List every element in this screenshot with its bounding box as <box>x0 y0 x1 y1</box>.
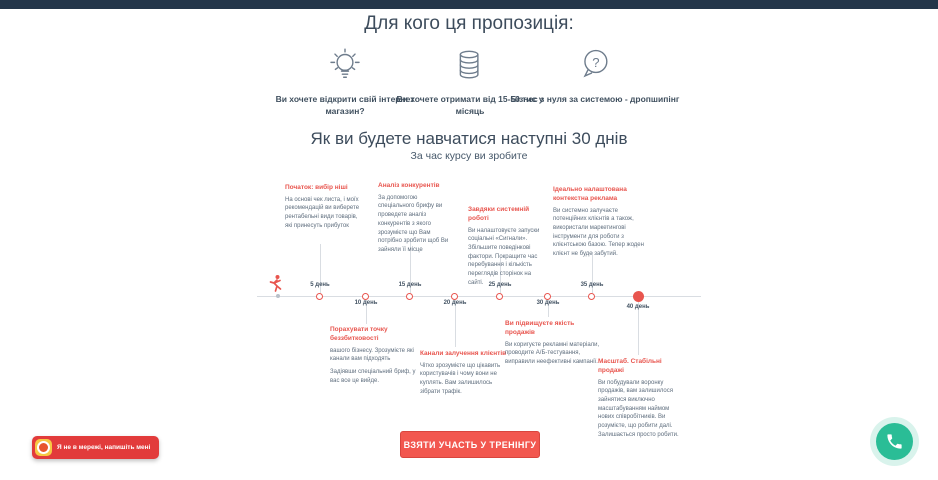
block-title: Масштаб. Стабільні продажі <box>598 358 662 374</box>
timeline-block-competitors <box>378 182 452 255</box>
messenger-icon <box>35 439 52 456</box>
timeline-dot-15 <box>406 293 413 300</box>
timeline-label: 10 день <box>354 300 378 306</box>
timeline-dot-25 <box>496 293 503 300</box>
block-text: Ви коригуєте рекламні матеріали, проводите А/Б-тестування, виправили неефективні кампанії. <box>505 341 600 365</box>
question-bubble-icon <box>510 42 680 88</box>
audience-section-title: Для кого ця пропозиція: <box>364 13 574 34</box>
block-title: Канали залучення клієнтів <box>420 350 507 357</box>
timeline-label: 30 день <box>536 300 560 306</box>
offline-chat-label: Я не в мережі, напишіть мені <box>57 444 151 451</box>
timeline-label: 5 день <box>310 282 330 288</box>
svg-text:?: ? <box>592 54 600 70</box>
block-title: Ви підвищуєте якість продажів <box>505 320 575 336</box>
timeline-start-dot <box>276 294 280 298</box>
block-text: Задіявши спеціальний бриф, у вас все це вийде. <box>330 368 416 384</box>
timeline-block-niche <box>285 184 363 231</box>
timeline-dot-20 <box>451 293 458 300</box>
block-text: Ви системно залучаєте потенційних клієнтів а також, використали маркетингові інструменти для роботи з клієнтською базою. Тепер жоден клієнт не буде забутий. <box>553 207 644 257</box>
audience-item-label: Ви хочете відкрити свій інтернет магазин? <box>275 94 415 116</box>
timeline-label: 25 день <box>488 282 512 288</box>
timeline-block-scale <box>598 358 682 439</box>
join-training-button[interactable]: ВЗЯТИ УЧАСТЬ У ТРЕНІНГУ <box>400 431 540 458</box>
course-section-subtitle: За час курсу ви зробите <box>410 150 528 162</box>
timeline-block-system-work <box>468 206 546 287</box>
callback-button[interactable] <box>876 423 913 460</box>
audience-item-label: Ви хочете отримати від 15-50 тис у місяць <box>396 94 544 116</box>
block-text: За допомогою спеціального брифу ви проведете аналіз конкурентів з якого зрозумієте що Вам потрібно зробити щоб Ви зайняли її місце <box>378 194 449 253</box>
timeline-label: 40 день <box>626 304 650 310</box>
timeline-dot-40 <box>633 291 644 302</box>
timeline-label: 35 день <box>580 282 604 288</box>
timeline-block-channels <box>420 350 512 397</box>
timeline-dot-30 <box>544 293 551 300</box>
block-text: вашого бізнесу. Зрозумієте які канали вам підходять <box>330 347 414 363</box>
block-title: Початок: вибір ніші <box>285 184 348 191</box>
block-text: Ви побудували воронку продажів, вам залишилося зайнятися виключно масштабуванням наймом нових співробітників. Ви розумієте, що робити далі. Залишається просто робити. <box>598 379 679 438</box>
timeline-dot-35 <box>588 293 595 300</box>
block-text: Ви налаштовуєте запуски соціальні «Сигнали». Збільшите поведінкові фактори. Покращите час перебування і кількість переглядів сторінок на сайті. <box>468 227 540 286</box>
block-title: Завдяки системній роботі <box>468 206 530 222</box>
block-title: Порахувати точку беззбитковості <box>330 326 388 342</box>
timeline-dot-10 <box>362 293 369 300</box>
top-bar <box>0 0 938 9</box>
timeline-block-sales-quality <box>505 320 600 367</box>
audience-item-label: Бізнес з нуля за системою - дропшипінг <box>510 94 680 104</box>
block-title: Ідеально налаштована контекстна реклама <box>553 186 627 202</box>
block-text: Чітко зрозумієте що цікавить користувачів і чому вони не куплять. Вам залишилось зібрати трафік. <box>420 362 501 395</box>
messenger-blob-icon <box>37 441 50 454</box>
course-section-title: Як ви будете навчатися наступні 30 днів <box>310 129 628 148</box>
timeline-label: 20 день <box>443 300 467 306</box>
block-title: Аналіз конкурентів <box>378 182 440 189</box>
offline-chat-widget[interactable] <box>32 436 159 459</box>
timeline-block-breakeven <box>330 326 424 385</box>
timeline-block-context-ads <box>553 186 645 259</box>
phone-icon <box>885 432 904 451</box>
timeline-connector <box>455 300 456 347</box>
timeline-dot-5 <box>316 293 323 300</box>
block-text: На основі чек листа, і моїх рекомендацій ви виберете рентабельні види товарів, які принесуть прибуток <box>285 196 360 229</box>
runner-icon <box>266 274 283 298</box>
timeline-label: 15 день <box>398 282 422 288</box>
audience-item-dropshipping <box>510 42 680 106</box>
